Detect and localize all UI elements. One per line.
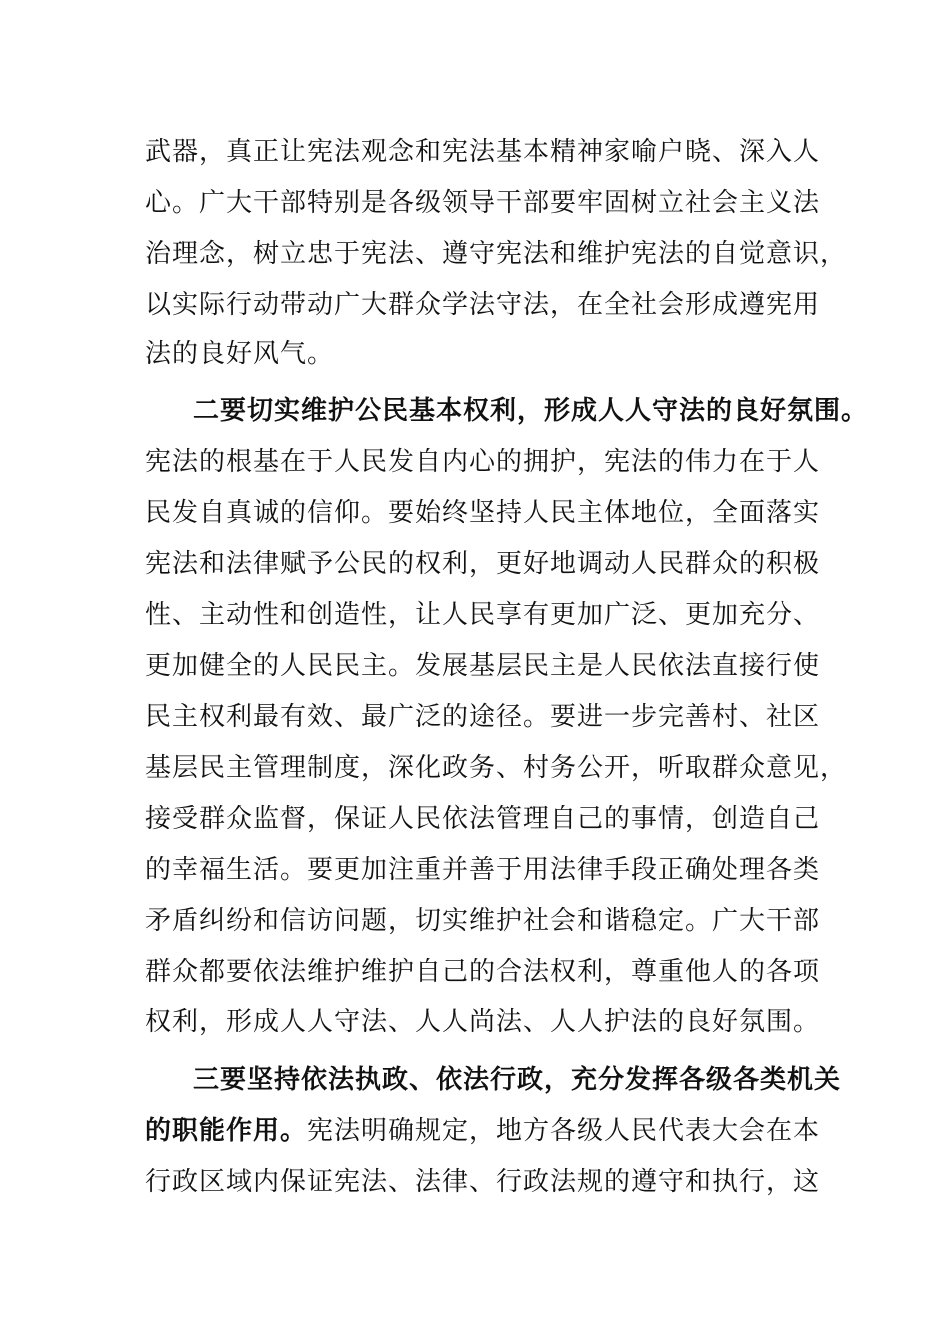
paragraph-line: 治理念，树立忠于宪法、遵守宪法和维护宪法的自觉意识， [145,239,848,269]
paragraph-line [145,1115,820,1147]
paragraph-line: 心。广大干部特别是各级领导干部要牢固树立社会主义法 [145,188,821,218]
section-heading: 三要坚持依法执政、依法行政，充分发挥各级各类机关 [193,1065,842,1095]
paragraph-line: 群众都要依法维护维护自己的合法权利，尊重他人的各项 [145,957,821,987]
paragraph-line: 性、主动性和创造性，让人民享有更加广泛、更加充分、 [145,600,821,630]
paragraph-line: 民发自真诚的信仰。要始终坚持人民主体地位，全面落实 [145,498,821,528]
paragraph-line: 权利，形成人人守法、人人尚法、人人护法的良好氛围。 [145,1007,821,1037]
paragraph-line: 武器，真正让宪法观念和宪法基本精神家喻户晓、深入人 [145,137,821,167]
paragraph-line: 宪法和法律赋予公民的权利，更好地调动人民群众的积极 [145,549,821,579]
paragraph-line: 基层民主管理制度，深化政务、村务公开，听取群众意见， [145,753,848,783]
paragraph-line: 以实际行动带动广大群众学法守法，在全社会形成遵宪用 [145,290,821,320]
paragraph-line: 行政区域内保证宪法、法律、行政法规的遵守和执行，这 [145,1167,821,1197]
paragraph-line: 宪法的根基在于人民发自内心的拥护，宪法的伟力在于人 [145,447,821,477]
paragraph-line: 的幸福生活。要更加注重并善于用法律手段正确处理各类 [145,855,821,885]
section-heading-continued: 的职能作用。 [145,1116,308,1146]
paragraph-line: 民主权利最有效、最广泛的途径。要进一步完善村、社区 [145,702,821,732]
section-heading: 二要切实维护公民基本权利，形成人人守法的良好氛围。 [193,396,869,426]
paragraph-line: 更加健全的人民民主。发展基层民主是人民依法直接行使 [145,651,821,681]
paragraph-line: 矛盾纠纷和信访问题，切实维护社会和谐稳定。广大干部 [145,906,821,936]
paragraph-line: 接受群众监督，保证人民依法管理自己的事情，创造自己 [145,804,821,834]
paragraph-text: 宪法明确规定，地方各级人民代表大会在本 [307,1116,821,1146]
paragraph-line: 法的良好风气。 [145,339,335,369]
